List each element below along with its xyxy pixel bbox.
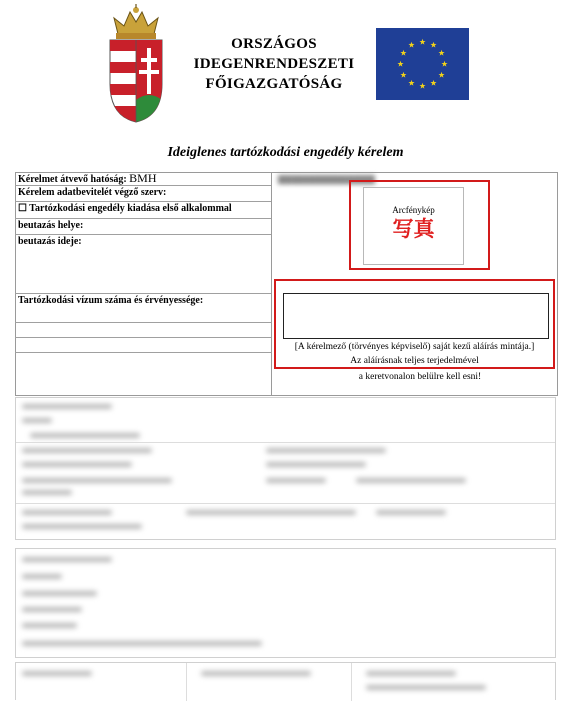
authority-value: BMH: [129, 171, 157, 185]
entry-place-row: [15, 220, 271, 235]
blank-row-1: [15, 324, 271, 338]
visa-label: Tartózkodási vízum száma és érvényessége:: [18, 295, 204, 306]
blurred-id-number: ▇▇▇▇▇▇▇▇▇▇▇▇▇▇: [278, 174, 375, 184]
org-line-3: FŐIGAZGATÓSÁG: [205, 76, 343, 92]
form-title: Ideiglenes tartózkodási engedély kérelem: [167, 145, 404, 160]
entry-org-label: Kérelem adatbevitelét végző szerv:: [18, 187, 167, 198]
signature-note-line-1: Az aláírásnak teljes terjedelmével: [350, 356, 479, 366]
organization-name: [180, 34, 368, 94]
first-issue-row[interactable]: [15, 203, 271, 219]
blurred-footer-section: [15, 662, 556, 700]
eu-flag-icon: [376, 28, 469, 100]
entry-org-row: [15, 187, 271, 202]
first-issue-checkbox-label[interactable]: ☐ Tartózkodási engedély kiadása első alkalommal: [18, 203, 232, 214]
signature-box[interactable]: [283, 293, 549, 339]
visa-row: [15, 295, 271, 323]
form-left-column: [15, 172, 272, 395]
entry-place-label: beutazás helye:: [18, 220, 84, 231]
blurred-address-section: [15, 548, 556, 658]
hungarian-coat-of-arms-icon: [104, 4, 168, 124]
signature-caption: [A kérelmező (törvényes képviselő) saját kezű aláírás mintája.]: [294, 342, 535, 352]
org-line-2: IDEGENRENDESZETI: [193, 56, 355, 72]
blank-row-2: [15, 339, 271, 353]
entry-time-row: [15, 236, 271, 294]
blurred-personal-data-section: [15, 397, 556, 540]
signature-note-line-2: a keretvonalon belülre kell esni!: [358, 372, 482, 382]
photo-label: Arcfénykép: [392, 205, 435, 215]
photo-overlay-text: 写真: [392, 217, 435, 241]
entry-time-label: beutazás ideje:: [18, 236, 82, 247]
authority-row: [15, 172, 271, 186]
org-line-1: ORSZÁGOS: [231, 36, 317, 52]
authority-label: Kérelmet átvevő hatóság:: [18, 174, 127, 185]
